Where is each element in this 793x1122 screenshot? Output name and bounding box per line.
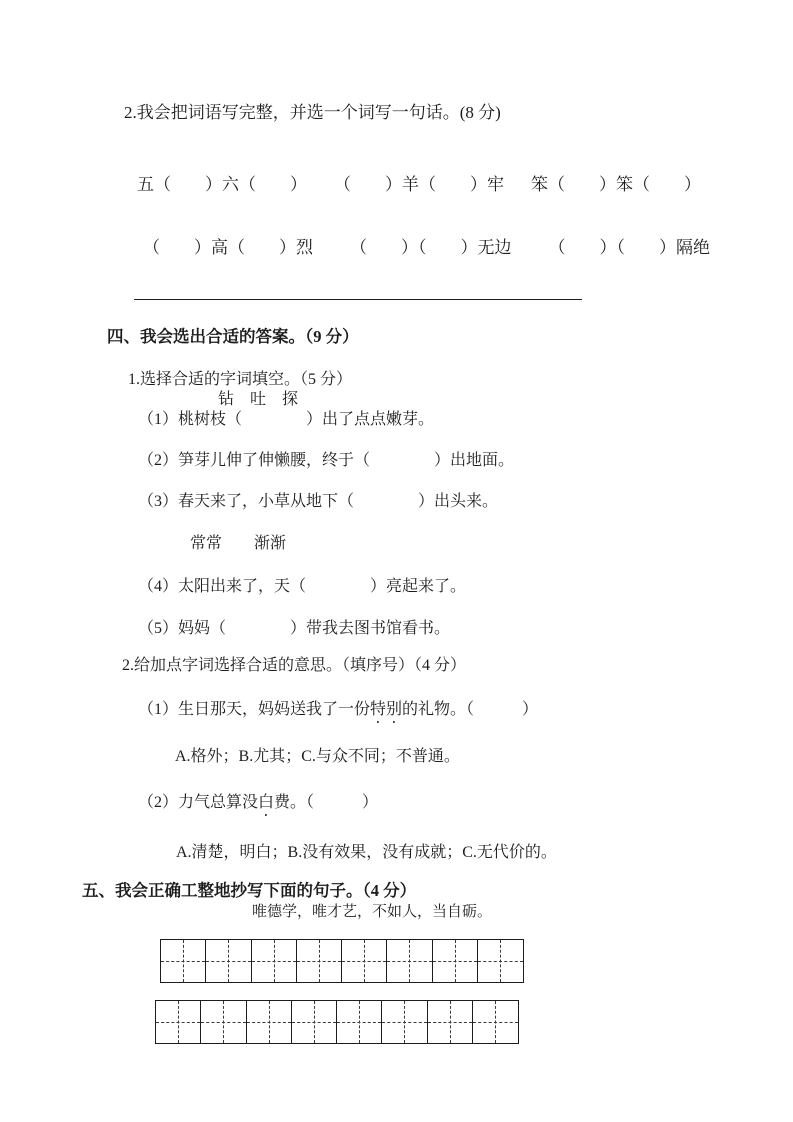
- writing-grid-cell: [428, 1001, 473, 1043]
- word-fill-row-2: [143, 233, 710, 258]
- word-fill-group: （ ）（ ）隔绝: [548, 238, 710, 257]
- fill-item-1: （1）桃树枝（ ）出了点点嫩芽。: [138, 411, 435, 428]
- fill-item-2: （2）笋芽儿伸了伸懒腰，终于（ ）出地面。: [138, 452, 515, 469]
- writing-grid-row-2: [155, 1000, 519, 1044]
- word-fill-group: （ ）（ ）无边: [350, 238, 512, 257]
- sentence-to-copy: 唯德学，唯才艺，不如人，当自砺。: [252, 904, 493, 920]
- question-2-title: 2.我会把词语写完整，并选一个词写一句话。(8 分): [124, 103, 501, 122]
- writing-grid-cell: [478, 940, 523, 982]
- question-5-title: 五、我会正确工整地抄写下面的句子。（4 分）: [82, 881, 417, 900]
- meaning-item-1-options: A.格外；B.尤其；C.与众不同；不普通。: [175, 748, 460, 765]
- writing-grid-cell: [247, 1001, 292, 1043]
- writing-grid-cell: [382, 1001, 427, 1043]
- writing-grid-cell: [206, 940, 251, 982]
- meaning-item-2-blank: 费。（ ）: [274, 794, 379, 811]
- writing-grid-cell: [473, 1001, 518, 1043]
- word-fill-group: 笨（ ）笨（ ）: [531, 175, 701, 194]
- fill-item-5: （5）妈妈（ ）带我去图书馆看书。: [138, 620, 451, 637]
- writing-grid-cell: [252, 940, 297, 982]
- meaning-item-2-text: （2）力气总算没: [138, 794, 259, 811]
- sentence-writing-line: [134, 299, 582, 300]
- meaning-item-1-text: （1）生日那天，妈妈送我了一份: [138, 701, 371, 718]
- writing-grid-cell: [201, 1001, 246, 1043]
- writing-grid-cell: [297, 940, 342, 982]
- writing-grid-cell: [161, 940, 206, 982]
- word-fill-row-1: [137, 170, 701, 195]
- writing-grid-cell: [292, 1001, 337, 1043]
- writing-grid-cell: [342, 940, 387, 982]
- meaning-item-1-blank: 的礼物。（ ）: [402, 701, 539, 718]
- question-4-title: 四、我会选出合适的答案。（9 分）: [107, 327, 359, 346]
- word-bank-1: 钻 吐 探: [218, 391, 299, 408]
- emphasized-word: 特别: [370, 701, 403, 718]
- fill-item-4: （4）太阳出来了，天（ ）亮起来了。: [138, 578, 467, 595]
- question-4-2-title: 2.给加点字词选择合适的意思。（填序号）（4 分）: [122, 657, 467, 674]
- word-fill-group: （ ）高（ ）烈: [143, 238, 313, 257]
- writing-grid-cell: [433, 940, 478, 982]
- writing-grid-cell: [387, 940, 432, 982]
- word-bank-2: 常常 渐渐: [190, 535, 287, 552]
- writing-grid-cell: [156, 1001, 201, 1043]
- question-4-1-title: 1.选择合适的字词填空。（5 分）: [128, 371, 353, 388]
- meaning-item-1: [138, 700, 538, 727]
- writing-grid-cell: [337, 1001, 382, 1043]
- meaning-item-2-options: A.清楚，明白；B.没有效果，没有成就；C.无代价的。: [176, 844, 557, 861]
- word-fill-group: （ ）羊（ ）牢: [334, 175, 504, 194]
- word-fill-group: 五（ ）六（ ）: [137, 175, 307, 194]
- fill-item-3: （3）春天来了，小草从地下（ ）出头来。: [138, 493, 499, 510]
- writing-grid-row-1: [160, 939, 524, 983]
- meaning-item-2: [138, 793, 378, 820]
- emphasized-word: 白: [258, 794, 275, 811]
